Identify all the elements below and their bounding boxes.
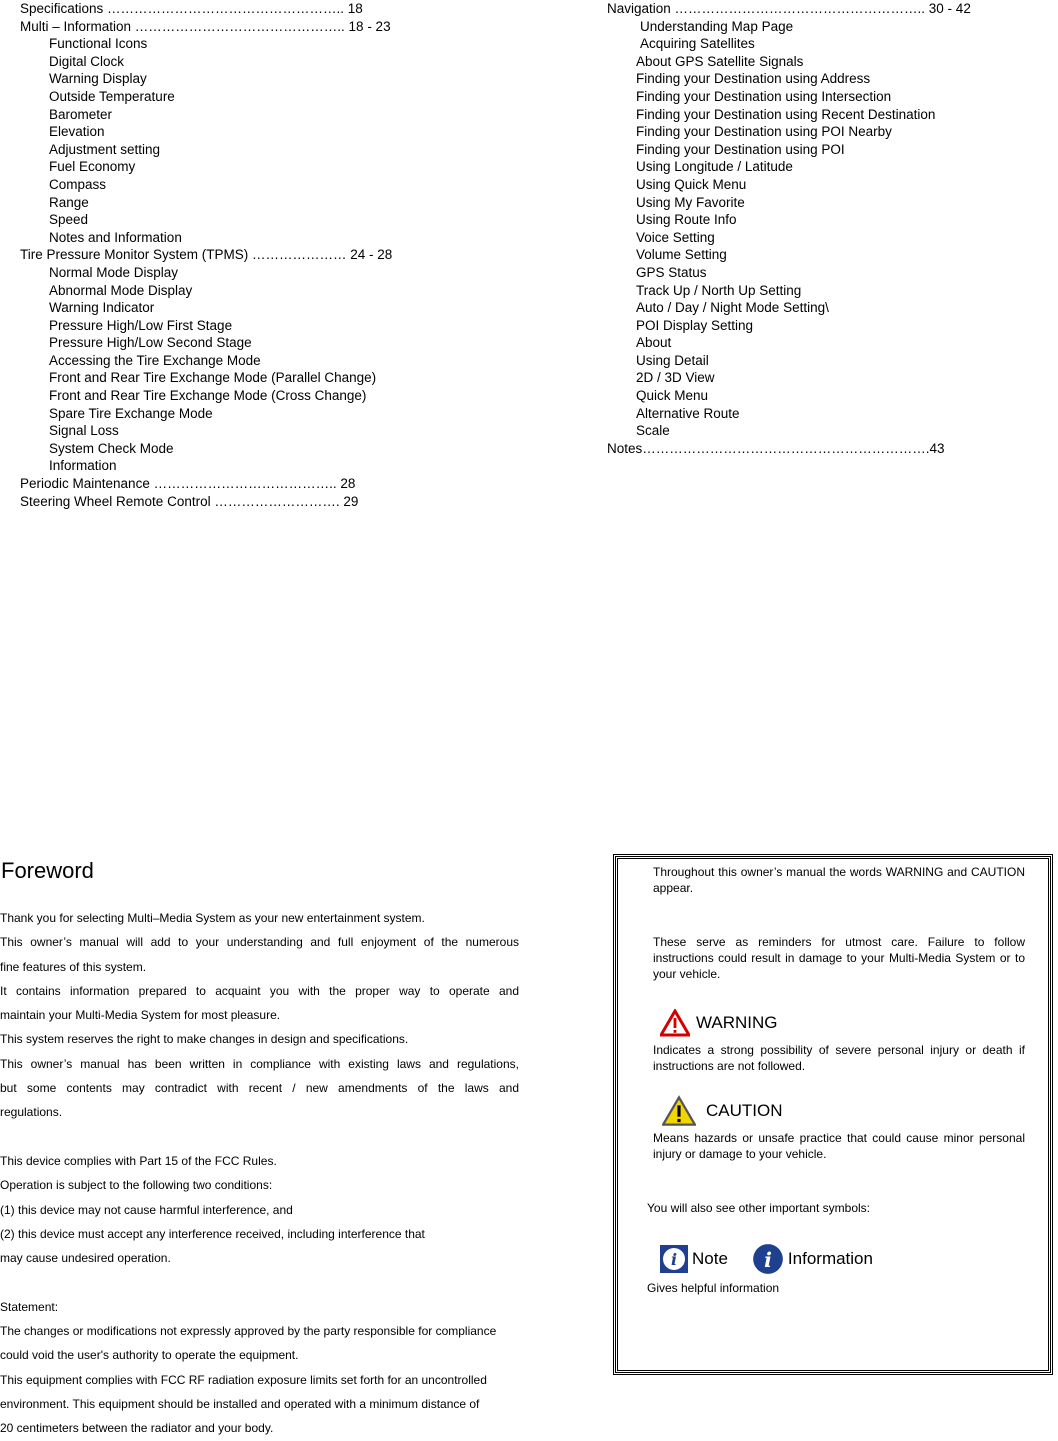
toc-entry: Warning Indicator xyxy=(49,300,155,316)
toc-entry: Functional Icons xyxy=(49,36,148,52)
toc-entry: Volume Setting xyxy=(636,247,727,263)
helpful-text: Gives helpful information xyxy=(647,1281,780,1295)
toc-entry: Information xyxy=(49,458,117,474)
toc-section: Multi – Information ……………………………………….. 18 - 23 xyxy=(20,18,391,34)
notice-intro: Throughout this owner’s manual the words WARNING and CAUTION appear. xyxy=(653,865,1025,895)
toc-section: Notes……………………………………………………….43 xyxy=(607,440,945,456)
toc-entry: Acquiring Satellites xyxy=(640,36,755,52)
toc-entry: Quick Menu xyxy=(636,388,709,404)
symbols-intro: You will also see other important symbols: xyxy=(647,1201,870,1215)
warning-text: Indicates a strong possibility of severe personal injury or death if instructions are not followed. xyxy=(653,1043,1025,1073)
foreword-line: This owner’s manual has been written in compliance with existing laws and regulations, xyxy=(0,1056,519,1071)
toc-entry: GPS Status xyxy=(636,264,707,280)
foreword-line: This system reserves the right to make changes in design and specifications. xyxy=(0,1032,409,1047)
toc-entry: Warning Display xyxy=(49,71,147,87)
toc-section: Periodic Maintenance ………………………………….. 28 xyxy=(20,476,356,492)
toc-entry: Barometer xyxy=(49,106,113,122)
toc-section: Steering Wheel Remote Control ………………………. 29 xyxy=(20,493,359,509)
toc-entry: Range xyxy=(49,194,89,210)
toc-entry: Accessing the Tire Exchange Mode xyxy=(49,352,261,368)
foreword-line: Statement: xyxy=(0,1299,59,1314)
toc-entry: Front and Rear Tire Exchange Mode (Parallel Change) xyxy=(49,370,377,386)
foreword-line: Operation is subject to the following two conditions: xyxy=(0,1178,273,1193)
warning-label: WARNING xyxy=(696,1013,778,1032)
toc-entry: Fuel Economy xyxy=(49,159,136,175)
warning-icon xyxy=(660,1009,690,1037)
foreword-body xyxy=(0,906,545,1441)
toc-entry: Compass xyxy=(49,176,107,192)
foreword-line: 20 centimeters between the radiator and your body. xyxy=(0,1421,274,1436)
note-icon xyxy=(660,1245,688,1273)
toc-entry: Auto / Day / Night Mode Setting\ xyxy=(636,300,829,316)
toc-entry: Finding your Destination using Intersection xyxy=(636,88,892,104)
toc-entry: Digital Clock xyxy=(49,53,125,69)
foreword-line: could void the user's authority to operate the equipment. xyxy=(0,1348,299,1363)
caution-text: Means hazards or unsafe practice that could cause minor personal injury or damage to your vehicle. xyxy=(653,1131,1025,1161)
toc-entry: Using Quick Menu xyxy=(636,176,747,192)
foreword-line: (1) this device may not cause harmful interference, and xyxy=(0,1202,293,1217)
toc-entry: About GPS Satellite Signals xyxy=(636,53,804,69)
toc-entry: Finding your Destination using POI xyxy=(636,141,845,157)
toc-left-column xyxy=(20,0,480,510)
toc-entry: Using Longitude / Latitude xyxy=(636,159,793,175)
foreword-line: This equipment complies with FCC RF radiation exposure limits set forth for an uncontrolled xyxy=(0,1372,487,1387)
toc-entry: Abnormal Mode Display xyxy=(49,282,193,298)
toc-entry: POI Display Setting xyxy=(636,317,754,333)
note-symbol xyxy=(660,1245,728,1273)
toc-section: Navigation ……………………………………………….. 30 - 42 xyxy=(607,1,971,16)
note-label: Note xyxy=(692,1249,728,1268)
foreword-line: maintain your Multi-Media System for most pleasure. xyxy=(0,1008,281,1023)
toc-entry: 2D / 3D View xyxy=(636,370,715,386)
paragraph-gap xyxy=(0,1125,545,1149)
paragraph-gap xyxy=(0,1270,545,1294)
toc-entry: Finding your Destination using POI Nearby xyxy=(636,124,892,140)
toc-section: Specifications …………………………………………….. 18 xyxy=(20,1,363,16)
toc-entry: System Check Mode xyxy=(49,440,174,456)
toc-entry: Understanding Map Page xyxy=(640,18,794,34)
toc-entry: Pressure High/Low Second Stage xyxy=(49,335,252,351)
toc-entry: Normal Mode Display xyxy=(49,264,179,280)
svg-text:i: i xyxy=(764,1248,772,1272)
foreword-line: This owner’s manual will add to your understanding and full enjoyment of the numerous xyxy=(0,935,519,950)
toc-entry: Front and Rear Tire Exchange Mode (Cross Change) xyxy=(49,388,367,404)
caution-icon xyxy=(662,1095,696,1127)
svg-text:i: i xyxy=(670,1250,678,1269)
caution-heading xyxy=(662,1095,783,1127)
caution-label: CAUTION xyxy=(706,1101,783,1120)
information-label: Information xyxy=(787,1249,873,1268)
toc-entry: Outside Temperature xyxy=(49,88,175,104)
foreword-line: may cause undesired operation. xyxy=(0,1251,171,1266)
toc-right-column xyxy=(607,0,1047,457)
toc-entry: Using My Favorite xyxy=(636,194,745,210)
information-symbol xyxy=(752,1243,873,1275)
toc-entry: Adjustment setting xyxy=(49,141,161,157)
foreword-line: This device complies with Part 15 of the FCC Rules. xyxy=(0,1153,277,1168)
toc-entry: Speed xyxy=(49,212,89,228)
toc-entry: Using Detail xyxy=(636,352,709,368)
toc-entry: Using Route Info xyxy=(636,212,737,228)
foreword-line: Thank you for selecting Multi–Media System as your new entertainment system. xyxy=(0,911,425,925)
symbols-row xyxy=(660,1243,897,1275)
toc-entry: Track Up / North Up Setting xyxy=(636,282,802,298)
toc-entry: Signal Loss xyxy=(49,423,119,439)
foreword-line: (2) this device must accept any interference received, including interference that xyxy=(0,1226,425,1241)
toc-entry: Finding your Destination using Recent Destination xyxy=(636,106,936,122)
foreword-line: The changes or modifications not expressly approved by the party responsible for compliance xyxy=(0,1324,497,1339)
notice-reminder: These serve as reminders for utmost care. Failure to follow instructions could result in damage to your Multi-Media System or to your vehicle. xyxy=(653,935,1025,981)
toc-entry: Finding your Destination using Address xyxy=(636,71,871,87)
toc-entry: Elevation xyxy=(49,124,105,140)
foreword-line: regulations. xyxy=(0,1105,63,1120)
foreword-line: environment. This equipment should be installed and operated with a minimum distance of xyxy=(0,1396,480,1411)
toc-entry: Notes and Information xyxy=(49,229,182,245)
toc-section: Tire Pressure Monitor System (TPMS) ………………… 24 - 28 xyxy=(20,247,393,263)
foreword-line: fine features of this system. xyxy=(0,959,147,974)
toc-entry: Scale xyxy=(636,423,670,439)
foreword-line: It contains information prepared to acquaint you with the proper way to operate and xyxy=(0,983,519,998)
warning-heading xyxy=(660,1009,778,1037)
information-icon xyxy=(752,1243,784,1275)
foreword-line: but some contents may contradict with recent / new amendments of the laws and xyxy=(0,1081,519,1096)
toc-entry: Voice Setting xyxy=(636,229,715,245)
toc-entry: Alternative Route xyxy=(636,405,740,421)
toc-entry: About xyxy=(636,335,672,351)
toc-entry: Pressure High/Low First Stage xyxy=(49,317,233,333)
foreword-title: Foreword xyxy=(1,858,94,883)
toc-entry: Spare Tire Exchange Mode xyxy=(49,405,213,421)
notice-box xyxy=(615,856,1051,1373)
